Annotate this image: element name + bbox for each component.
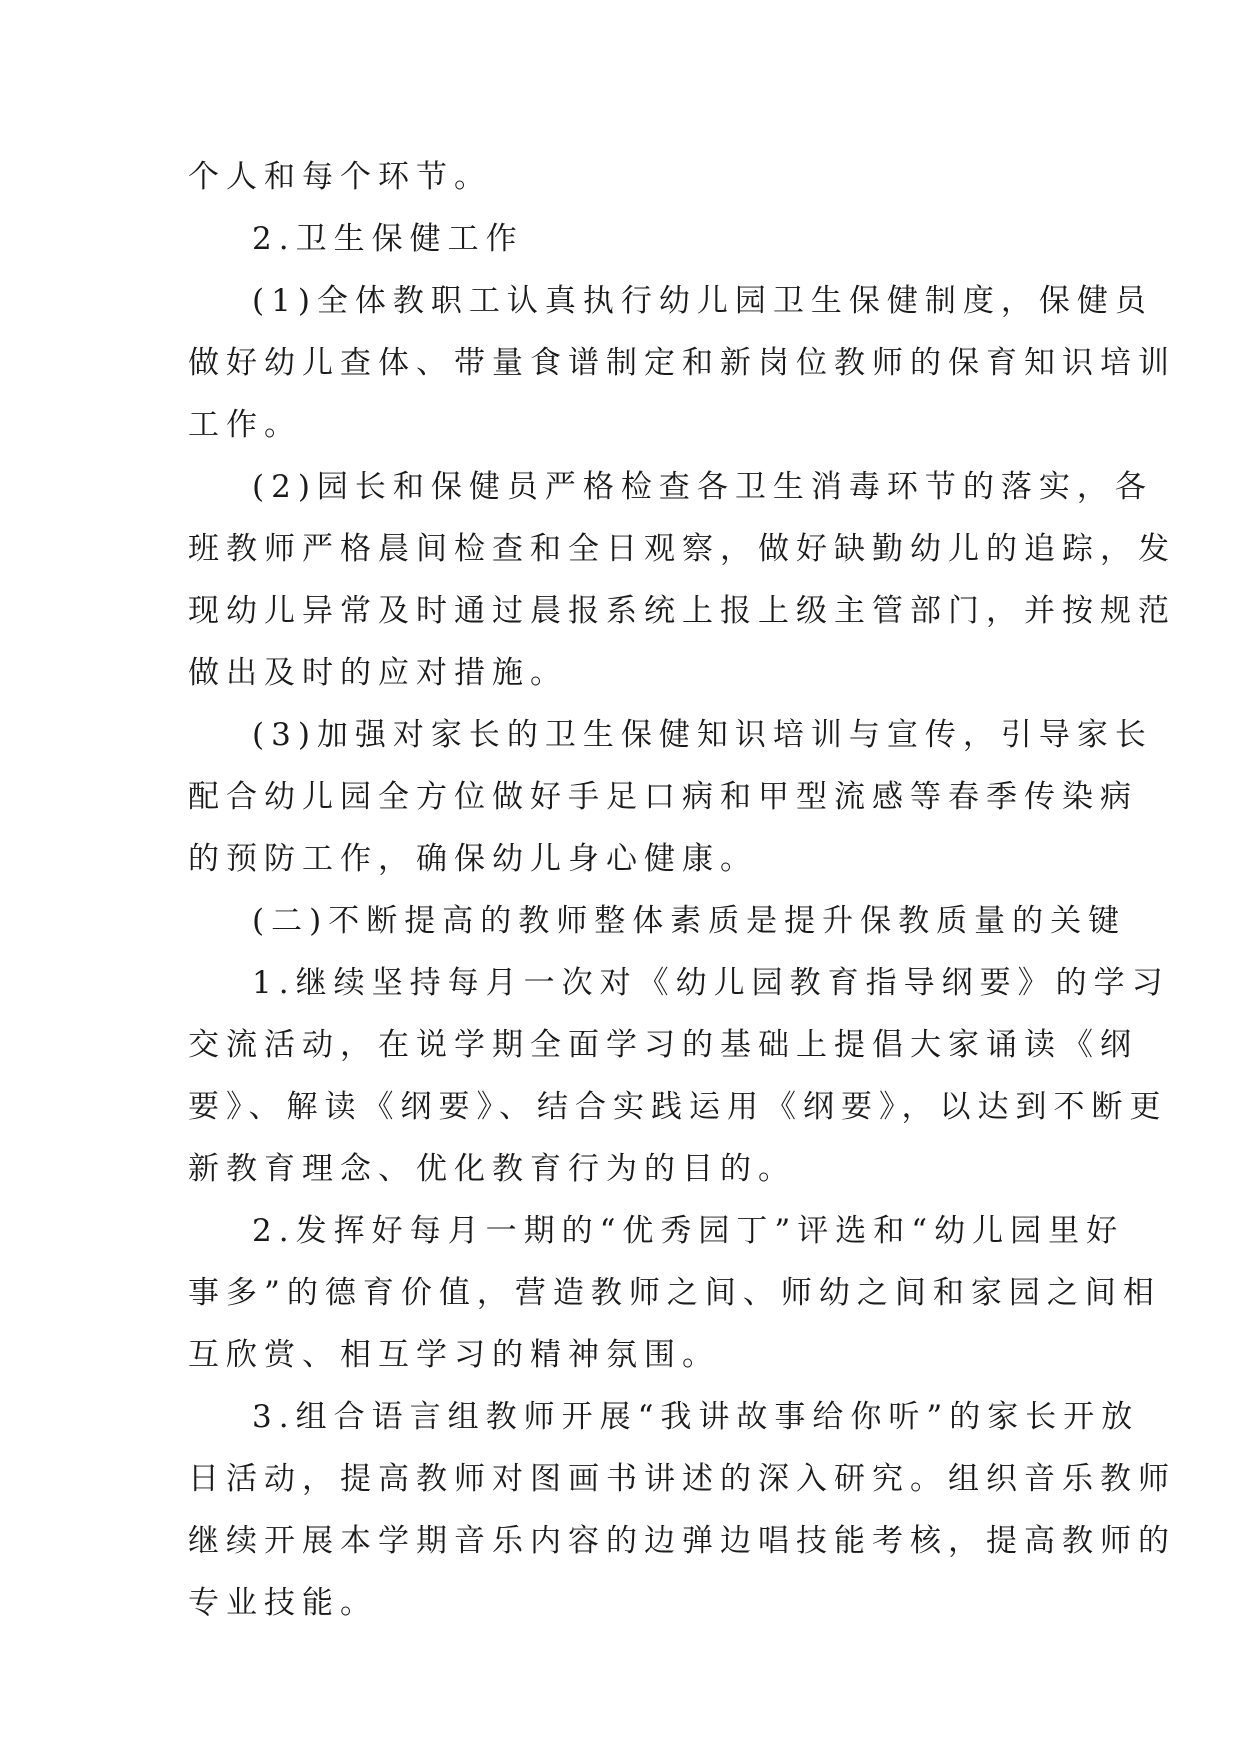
text-line: 专业技能。 (188, 1585, 378, 1621)
text-line: 做出及时的应对措施。 (188, 655, 568, 691)
text-line: (1)全体教职工认真执行幼儿园卫生保健制度，保健员 (252, 283, 1153, 319)
text-line: (2)园长和保健员严格检查各卫生消毒环节的落实，各 (252, 469, 1153, 505)
document-body (188, 146, 1176, 1634)
text-line: 配合幼儿园全方位做好手足口病和甲型流感等春季传染病 (188, 779, 1138, 815)
text-line: 工作。 (188, 407, 302, 443)
text-line: 做好幼儿查体、带量食谱制定和新岗位教师的保育知识培训 (188, 345, 1176, 381)
text-line: 要》、解读《纲要》、结合实践运用《纲要》，以达到不断更 (188, 1089, 1168, 1125)
section-heading: (二)不断提高的教师整体素质是提升保教质量的关键 (252, 903, 1127, 939)
text-line: 日活动，提高教师对图画书讲述的深入研究。组织音乐教师 (188, 1461, 1176, 1497)
text-line: 事多”的德育价值，营造教师之间、师幼之间和家园之间相 (188, 1275, 1161, 1311)
section-heading: 2.卫生保健工作 (252, 221, 524, 257)
text-line: 个人和每个环节。 (188, 159, 492, 195)
text-line: 1.继续坚持每月一次对《幼儿园教育指导纲要》的学习 (252, 965, 1170, 1001)
text-line: 交流活动，在说学期全面学习的基础上提倡大家诵读《纲 (188, 1027, 1138, 1063)
text-line: 互欣赏、相互学习的精神氛围。 (188, 1337, 720, 1373)
text-line: 现幼儿异常及时通过晨报系统上报上级主管部门，并按规范 (188, 593, 1176, 629)
text-line: 新教育理念、优化教育行为的目的。 (188, 1151, 796, 1187)
text-line: 班教师严格晨间检查和全日观察，做好缺勤幼儿的追踪，发 (188, 531, 1176, 567)
text-line: 继续开展本学期音乐内容的边弹边唱技能考核，提高教师的 (188, 1523, 1176, 1559)
text-line: 的预防工作，确保幼儿身心健康。 (188, 841, 758, 877)
text-line: (3)加强对家长的卫生保健知识培训与宣传，引导家长 (252, 717, 1153, 753)
text-line: 3.组合语言组教师开展“我讲故事给你听”的家长开放 (252, 1399, 1140, 1435)
text-line: 2.发挥好每月一期的“优秀园丁”评选和“幼儿园里好 (252, 1213, 1125, 1249)
